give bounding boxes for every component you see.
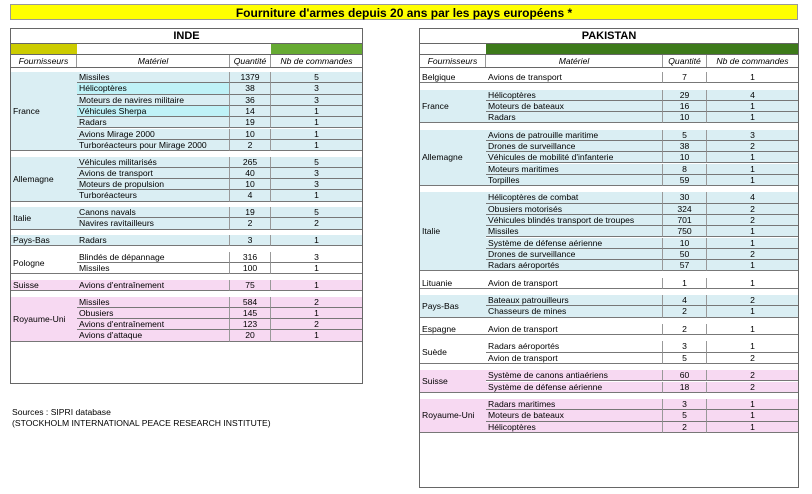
table-row [486,175,798,186]
pakistan-column-headers [420,55,798,68]
orders-cell: 3 [271,252,362,263]
supplier-cell [11,252,77,275]
table-row [486,382,798,393]
orders-cell: 5 [271,207,362,218]
supplier-name: Italie [422,226,441,237]
material-cell: Avion de transport [486,353,663,364]
orders-cell: 2 [707,295,798,306]
orders-cell: 1 [707,341,798,352]
material-cell: Missiles [77,297,230,308]
table-row [77,72,362,83]
orders-cell: 1 [271,117,362,128]
strip-yellow [11,44,77,54]
material-cell: Hélicoptères [486,90,663,101]
orders-cell: 1 [707,306,798,317]
quantity-cell: 10 [230,179,271,190]
material-cell: Moteurs maritimes [486,164,663,175]
supplier-cell [420,370,486,393]
quantity-cell: 10 [230,129,271,140]
quantity-cell: 2 [663,306,707,317]
quantity-cell: 2 [230,140,271,151]
table-row [486,101,798,112]
sources-line-2: (STOCKHOLM INTERNATIONAL PEACE RESEARCH INSTITUTE) [12,418,271,428]
quantity-cell: 75 [230,280,271,291]
material-cell: Missiles [77,72,230,83]
material-cell: Moteurs de navires militaire [77,95,230,106]
table-row [486,341,798,352]
material-cell: Radars maritimes [486,399,663,410]
quantity-cell: 50 [663,249,707,260]
material-cell: Turboréacteurs [77,190,230,201]
orders-cell: 1 [271,129,362,140]
material-cell: Système de défense aérienne [486,382,663,393]
supplier-cell [11,207,77,230]
quantity-cell: 20 [230,330,271,341]
orders-cell: 1 [271,235,362,246]
table-row [486,306,798,317]
table-row [486,72,798,83]
material-cell: Système de canons antiaériens [486,370,663,381]
material-cell: Obusiers [77,308,230,319]
material-cell: Moteurs de bateaux [486,101,663,112]
supplier-cell [420,295,486,318]
supplier-name: Pays-Bas [422,300,459,311]
orders-cell: 1 [707,422,798,433]
orders-cell: 2 [707,249,798,260]
table-row [486,370,798,381]
table-row [77,308,362,319]
material-cell: Bateaux patrouilleurs [486,295,663,306]
orders-cell: 1 [271,140,362,151]
material-cell: Hélicoptères [486,422,663,433]
orders-cell: 3 [271,179,362,190]
quantity-cell: 57 [663,260,707,271]
inde-column-headers [11,55,362,68]
table-row [77,319,362,330]
table-row [486,141,798,152]
orders-cell: 1 [707,399,798,410]
table-row [77,95,362,106]
quantity-cell: 5 [663,130,707,141]
quantity-cell: 16 [663,101,707,112]
material-cell: Radars aéroportés [486,341,663,352]
table-row [486,324,798,335]
strip-white [77,44,271,54]
table-row [77,330,362,341]
material-cell: Hélicoptères [77,83,230,94]
col-quantity: Quantité [230,55,271,67]
quantity-cell: 1 [663,278,707,289]
supplier-name: Espagne [422,324,456,335]
material-cell: Drones de surveillance [486,141,663,152]
quantity-cell: 5 [663,353,707,364]
table-row [486,192,798,203]
quantity-cell: 30 [663,192,707,203]
material-cell: Turboréacteurs pour Mirage 2000 [77,140,230,151]
supplier-name: France [13,106,40,117]
supplier-name: Suisse [13,279,39,290]
orders-cell: 1 [707,238,798,249]
table-row [486,112,798,123]
material-cell: Avion de transport [486,278,663,289]
sources-note [12,407,271,429]
quantity-cell: 2 [663,324,707,335]
table-row [486,353,798,364]
col-material: Matériel [77,55,230,67]
supplier-name: Royaume-Uni [422,410,475,421]
inde-color-strip [11,44,362,55]
supplier-name: Suède [422,347,447,358]
material-cell: Véhicules de mobilité d'infanterie [486,152,663,163]
supplier-cell [420,399,486,433]
material-cell: Radars [77,117,230,128]
supplier-name: Pays-Bas [13,235,50,246]
table-row [486,238,798,249]
quantity-cell: 2 [663,422,707,433]
quantity-cell: 584 [230,297,271,308]
inde-header: INDE [11,29,362,44]
supplier-name: Lituanie [422,277,453,288]
quantity-cell: 750 [663,226,707,237]
supplier-cell [11,72,77,151]
quantity-cell: 3 [663,341,707,352]
orders-cell: 3 [707,130,798,141]
quantity-cell: 38 [230,83,271,94]
supplier-cell [420,72,486,83]
table-row [486,260,798,271]
orders-cell: 4 [707,90,798,101]
orders-cell: 1 [707,226,798,237]
orders-cell: 1 [707,175,798,186]
orders-cell: 1 [271,190,362,201]
supplier-name: Royaume-Uni [13,313,66,324]
table-row [77,297,362,308]
material-cell: Canons navals [77,207,230,218]
orders-cell: 2 [707,204,798,215]
quantity-cell: 316 [230,252,271,263]
quantity-cell: 123 [230,319,271,330]
strip-green [486,44,798,54]
strip-green [271,44,362,54]
quantity-cell: 29 [663,90,707,101]
quantity-cell: 18 [663,382,707,393]
table-row [77,106,362,117]
material-cell: Avions Mirage 2000 [77,129,230,140]
supplier-cell [11,280,77,291]
table-row [486,226,798,237]
material-cell: Avions de transport [77,168,230,179]
orders-cell: 1 [271,263,362,274]
orders-cell: 1 [271,330,362,341]
sources-line-1: Sources : SIPRI database [12,407,111,417]
quantity-cell: 36 [230,95,271,106]
material-cell: Système de défense aérienne [486,238,663,249]
quantity-cell: 10 [663,238,707,249]
table-row [486,90,798,101]
orders-cell: 2 [707,382,798,393]
material-cell: Avions de transport [486,72,663,83]
table-row [486,399,798,410]
material-cell: Véhicules militarisés [77,157,230,168]
quantity-cell: 10 [663,112,707,123]
material-cell: Avions d'attaque [77,330,230,341]
table-row [486,164,798,175]
pakistan-header: PAKISTAN [420,29,798,44]
quantity-cell: 38 [663,141,707,152]
table-row [77,179,362,190]
orders-cell: 1 [707,72,798,83]
quantity-cell: 324 [663,204,707,215]
supplier-cell [11,235,77,246]
page-title: Fourniture d'armes depuis 20 ans par les pays européens * [10,4,798,20]
table-row [77,140,362,151]
table-row [77,168,362,179]
table-row [77,235,362,246]
quantity-cell: 40 [230,168,271,179]
orders-cell: 4 [707,192,798,203]
supplier-cell [11,157,77,202]
material-cell: Drones de surveillance [486,249,663,260]
orders-cell: 1 [707,112,798,123]
quantity-cell: 701 [663,215,707,226]
table-row [486,249,798,260]
table-row [77,280,362,291]
table-row [486,410,798,421]
quantity-cell: 10 [663,152,707,163]
material-cell: Avion de transport [486,324,663,335]
orders-cell: 2 [707,353,798,364]
material-cell: Moteurs de bateaux [486,410,663,421]
orders-cell: 1 [707,101,798,112]
col-material: Matériel [486,55,663,67]
table-row [77,263,362,274]
quantity-cell: 60 [663,370,707,381]
supplier-cell [420,324,486,335]
quantity-cell: 19 [230,117,271,128]
material-cell: Radars [486,112,663,123]
orders-cell: 1 [707,410,798,421]
quantity-cell: 5 [663,410,707,421]
orders-cell: 2 [707,370,798,381]
table-row [77,117,362,128]
table-row [486,130,798,141]
supplier-name: Belgique [422,72,456,83]
table-row [77,207,362,218]
table-row [486,152,798,163]
supplier-name: France [422,100,449,111]
orders-cell: 2 [271,218,362,229]
quantity-cell: 145 [230,308,271,319]
table-row [486,422,798,433]
orders-cell: 1 [707,260,798,271]
orders-cell: 3 [271,168,362,179]
material-cell: Missiles [486,226,663,237]
material-cell: Blindés de dépannage [77,252,230,263]
orders-cell: 1 [271,106,362,117]
quantity-cell: 3 [663,399,707,410]
col-orders: Nb de commandes [280,56,353,66]
orders-cell: 5 [271,157,362,168]
orders-cell: 1 [707,278,798,289]
material-cell: Navires ravitailleurs [77,218,230,229]
quantity-cell: 1379 [230,72,271,83]
orders-cell: 1 [707,152,798,163]
orders-cell: 2 [271,297,362,308]
supplier-name: Allemagne [422,152,463,163]
material-cell: Avions de patrouille maritime [486,130,663,141]
table-row [77,218,362,229]
quantity-cell: 19 [230,207,271,218]
table-row [486,215,798,226]
quantity-cell: 14 [230,106,271,117]
pakistan-color-strip [420,44,798,55]
material-cell: Radars aéroportés [486,260,663,271]
quantity-cell: 59 [663,175,707,186]
inde-table [10,28,363,384]
supplier-name: Allemagne [13,173,54,184]
table-row [77,129,362,140]
material-cell: Avions d'entraînement [77,280,230,291]
quantity-cell: 2 [230,218,271,229]
material-cell: Hélicoptères de combat [486,192,663,203]
material-cell: Moteurs de propulsion [77,179,230,190]
quantity-cell: 4 [663,295,707,306]
material-cell: Avions d'entraînement [77,319,230,330]
quantity-cell: 265 [230,157,271,168]
supplier-name: Pologne [13,257,45,268]
table-row [77,190,362,201]
strip-white [420,44,486,54]
supplier-cell [11,297,77,342]
orders-cell: 5 [271,72,362,83]
supplier-cell [420,278,486,289]
col-supplier: Fournisseurs [420,55,486,67]
material-cell: Radars [77,235,230,246]
supplier-cell [420,341,486,364]
orders-cell: 1 [707,164,798,175]
quantity-cell: 7 [663,72,707,83]
supplier-name: Suisse [422,375,448,386]
orders-cell: 2 [271,319,362,330]
orders-cell: 1 [271,280,362,291]
col-orders: Nb de commandes [716,56,789,66]
supplier-cell [420,130,486,187]
table-row [486,295,798,306]
orders-cell: 3 [271,95,362,106]
col-supplier: Fournisseurs [11,55,77,67]
material-cell: Véhicules blindés transport de troupes [486,215,663,226]
table-row [77,252,362,263]
orders-cell: 1 [707,324,798,335]
quantity-cell: 3 [230,235,271,246]
orders-cell: 1 [271,308,362,319]
material-cell: Véhicules Sherpa [77,106,230,117]
pakistan-table [419,28,799,488]
table-row [77,157,362,168]
table-row [486,278,798,289]
col-quantity: Quantité [663,55,707,67]
material-cell: Chasseurs de mines [486,306,663,317]
orders-cell: 2 [707,215,798,226]
material-cell: Obusiers motorisés [486,204,663,215]
quantity-cell: 8 [663,164,707,175]
quantity-cell: 4 [230,190,271,201]
table-row [77,83,362,94]
material-cell: Missiles [77,263,230,274]
orders-cell: 3 [271,83,362,94]
quantity-cell: 100 [230,263,271,274]
supplier-name: Italie [13,212,32,223]
table-row [486,204,798,215]
material-cell: Torpilles [486,175,663,186]
supplier-cell [420,90,486,124]
orders-cell: 2 [707,141,798,152]
supplier-cell [420,192,486,271]
